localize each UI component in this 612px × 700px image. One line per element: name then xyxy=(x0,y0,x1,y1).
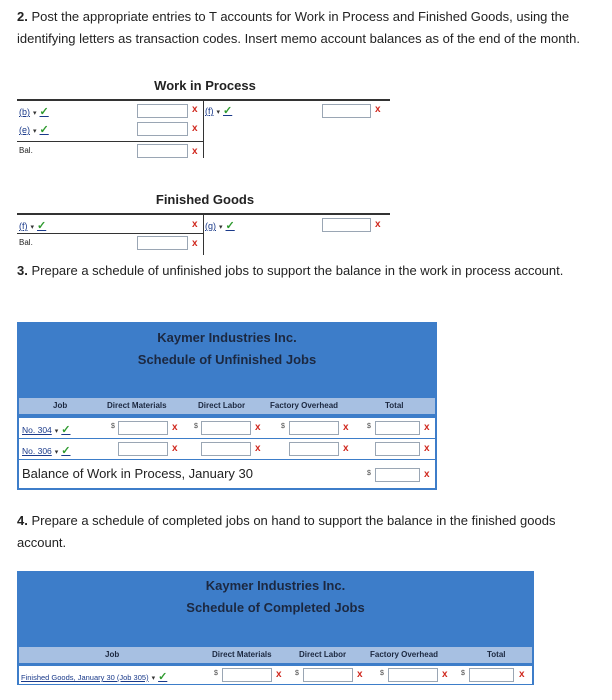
col-direct-materials: Direct Materials xyxy=(107,401,167,410)
col-factory-overhead: Factory Overhead xyxy=(370,650,439,659)
fg-bal-line xyxy=(17,233,203,234)
q3-instructions xyxy=(17,260,602,282)
wip-bal-line xyxy=(17,141,203,142)
chevron-down-icon: ▾ xyxy=(54,428,59,435)
completed-jobs-panel xyxy=(17,571,534,685)
wip-credit-select[interactable]: (f) ▾ ✓ xyxy=(205,105,233,117)
chevron-down-icon: ▾ xyxy=(219,224,223,231)
q3-text: Prepare a schedule of unfinished jobs to support the balance in the work in process account. xyxy=(31,263,564,278)
fg-t-vertical xyxy=(203,214,204,255)
chevron-down-icon: ▾ xyxy=(151,675,156,682)
check-icon: ✓ xyxy=(158,671,168,683)
q4-number: 4. xyxy=(17,513,28,528)
dl-input-304[interactable] xyxy=(201,421,251,435)
col-direct-materials: Direct Materials xyxy=(212,650,272,659)
wip-title: Work in Process xyxy=(154,78,256,93)
dollar-sign: $ xyxy=(214,670,218,677)
dollar-sign: $ xyxy=(194,423,198,430)
col-job: Job xyxy=(105,650,120,659)
job-select-304[interactable]: No. 304 ▾ ✓ xyxy=(22,424,71,436)
wip-t-vertical xyxy=(203,100,204,158)
col-factory-overhead: Factory Overhead xyxy=(270,401,339,410)
cross-icon: x xyxy=(519,669,525,680)
cross-icon: x xyxy=(276,669,282,680)
company-name: Kaymer Industries Inc. xyxy=(205,578,346,593)
chevron-down-icon: ▾ xyxy=(30,224,35,231)
wip-balance-amount[interactable] xyxy=(137,144,188,158)
unfinished-jobs-panel xyxy=(17,322,437,490)
col-total: Total xyxy=(385,401,404,410)
schedule-title: Schedule of Unfinished Jobs xyxy=(137,352,317,367)
company-name: Kaymer Industries Inc. xyxy=(157,330,297,345)
cross-icon: x xyxy=(375,219,381,230)
dollar-sign: $ xyxy=(461,670,465,677)
cross-icon: x xyxy=(255,422,261,433)
dm-input-306[interactable] xyxy=(118,442,168,456)
col-direct-labor: Direct Labor xyxy=(299,650,347,659)
balance-label: Balance of Work in Process, January 30 xyxy=(22,466,253,481)
table-row xyxy=(19,418,435,438)
schedule-title: Schedule of Completed Jobs xyxy=(186,600,365,615)
chevron-down-icon: ▾ xyxy=(33,128,37,135)
q4-instructions xyxy=(17,510,602,554)
check-icon: ✓ xyxy=(39,124,49,136)
chevron-down-icon: ▾ xyxy=(54,449,59,456)
check-icon: ✓ xyxy=(223,105,233,117)
fg-credit-amount[interactable] xyxy=(322,218,371,232)
fg-dl-input[interactable] xyxy=(303,668,353,682)
wip-debit-select-2[interactable]: (e) ▾ ✓ xyxy=(19,124,49,136)
check-icon: ✓ xyxy=(225,220,235,232)
check-icon: ✓ xyxy=(39,106,49,118)
q2-number: 2. xyxy=(17,9,28,24)
fg-credit-select[interactable]: (g) ▾ ✓ xyxy=(205,220,235,232)
job-select-306[interactable]: No. 306 ▾ ✓ xyxy=(22,445,71,457)
fg-balance-label: Bal. xyxy=(19,238,33,247)
table-row xyxy=(19,439,435,459)
total-input-304[interactable] xyxy=(375,421,420,435)
dl-input-306[interactable] xyxy=(201,442,251,456)
cross-icon: x xyxy=(192,123,198,134)
col-direct-labor: Direct Labor xyxy=(198,401,246,410)
cross-icon: x xyxy=(343,422,349,433)
cross-icon: x xyxy=(192,238,198,249)
fg-dm-input[interactable] xyxy=(222,668,272,682)
dollar-sign: $ xyxy=(281,423,285,430)
wip-balance-label: Bal. xyxy=(19,146,33,155)
cross-icon: x xyxy=(424,443,430,454)
finished-goods-job-select[interactable]: Finished Goods, January 30 (Job 305) ▾ ✓ xyxy=(21,671,168,683)
chevron-down-icon: ▾ xyxy=(33,110,37,117)
wip-debit-amount-1[interactable] xyxy=(137,104,188,118)
check-icon: ✓ xyxy=(37,220,47,232)
check-icon: ✓ xyxy=(61,424,71,436)
cross-icon: x xyxy=(357,669,363,680)
dollar-sign: $ xyxy=(367,423,371,430)
column-header-row xyxy=(19,647,532,663)
fo-input-306[interactable] xyxy=(289,442,339,456)
dollar-sign: $ xyxy=(367,470,371,477)
total-input-306[interactable] xyxy=(375,442,420,456)
dm-input-304[interactable] xyxy=(118,421,168,435)
wip-balance-total-input[interactable] xyxy=(375,468,420,482)
fg-total-input[interactable] xyxy=(469,668,514,682)
cross-icon: x xyxy=(442,669,448,680)
chevron-down-icon: ▾ xyxy=(216,109,221,116)
q4-text: Prepare a schedule of completed jobs on hand to support the balance in the finished goods account. xyxy=(17,513,556,550)
cross-icon: x xyxy=(255,443,261,454)
cross-icon: x xyxy=(192,219,198,230)
dollar-sign: $ xyxy=(295,670,299,677)
cross-icon: x xyxy=(424,422,430,433)
cross-icon: x xyxy=(172,443,178,454)
col-job: Job xyxy=(53,401,68,410)
balance-row xyxy=(19,460,435,488)
fo-input-304[interactable] xyxy=(289,421,339,435)
wip-credit-amount[interactable] xyxy=(322,104,371,118)
table-row xyxy=(19,666,532,684)
q2-text: Post the appropriate entries to T accounts for Work in Process and Finished Goods, using the identifying letters as transaction codes. Insert memo account balances as of the end of the month. xyxy=(17,9,580,46)
cross-icon: x xyxy=(172,422,178,433)
column-header-row xyxy=(19,398,435,414)
q3-number: 3. xyxy=(17,263,28,278)
dollar-sign: $ xyxy=(380,670,384,677)
wip-debit-select-1[interactable]: (b) ▾ ✓ xyxy=(19,106,49,118)
cross-icon: x xyxy=(424,469,430,480)
check-icon: ✓ xyxy=(61,445,71,457)
wip-debit-amount-2[interactable] xyxy=(137,122,188,136)
fg-title: Finished Goods xyxy=(155,192,255,207)
cross-icon: x xyxy=(192,146,198,157)
cross-icon: x xyxy=(192,104,198,115)
fg-fo-input[interactable] xyxy=(388,668,438,682)
cross-icon: x xyxy=(343,443,349,454)
dollar-sign: $ xyxy=(111,423,115,430)
col-total: Total xyxy=(487,650,506,659)
cross-icon: x xyxy=(375,104,381,115)
fg-debit-select[interactable]: (f) ▾ ✓ xyxy=(19,220,47,232)
fg-balance-amount[interactable] xyxy=(137,236,188,250)
q2-instructions xyxy=(17,6,602,50)
